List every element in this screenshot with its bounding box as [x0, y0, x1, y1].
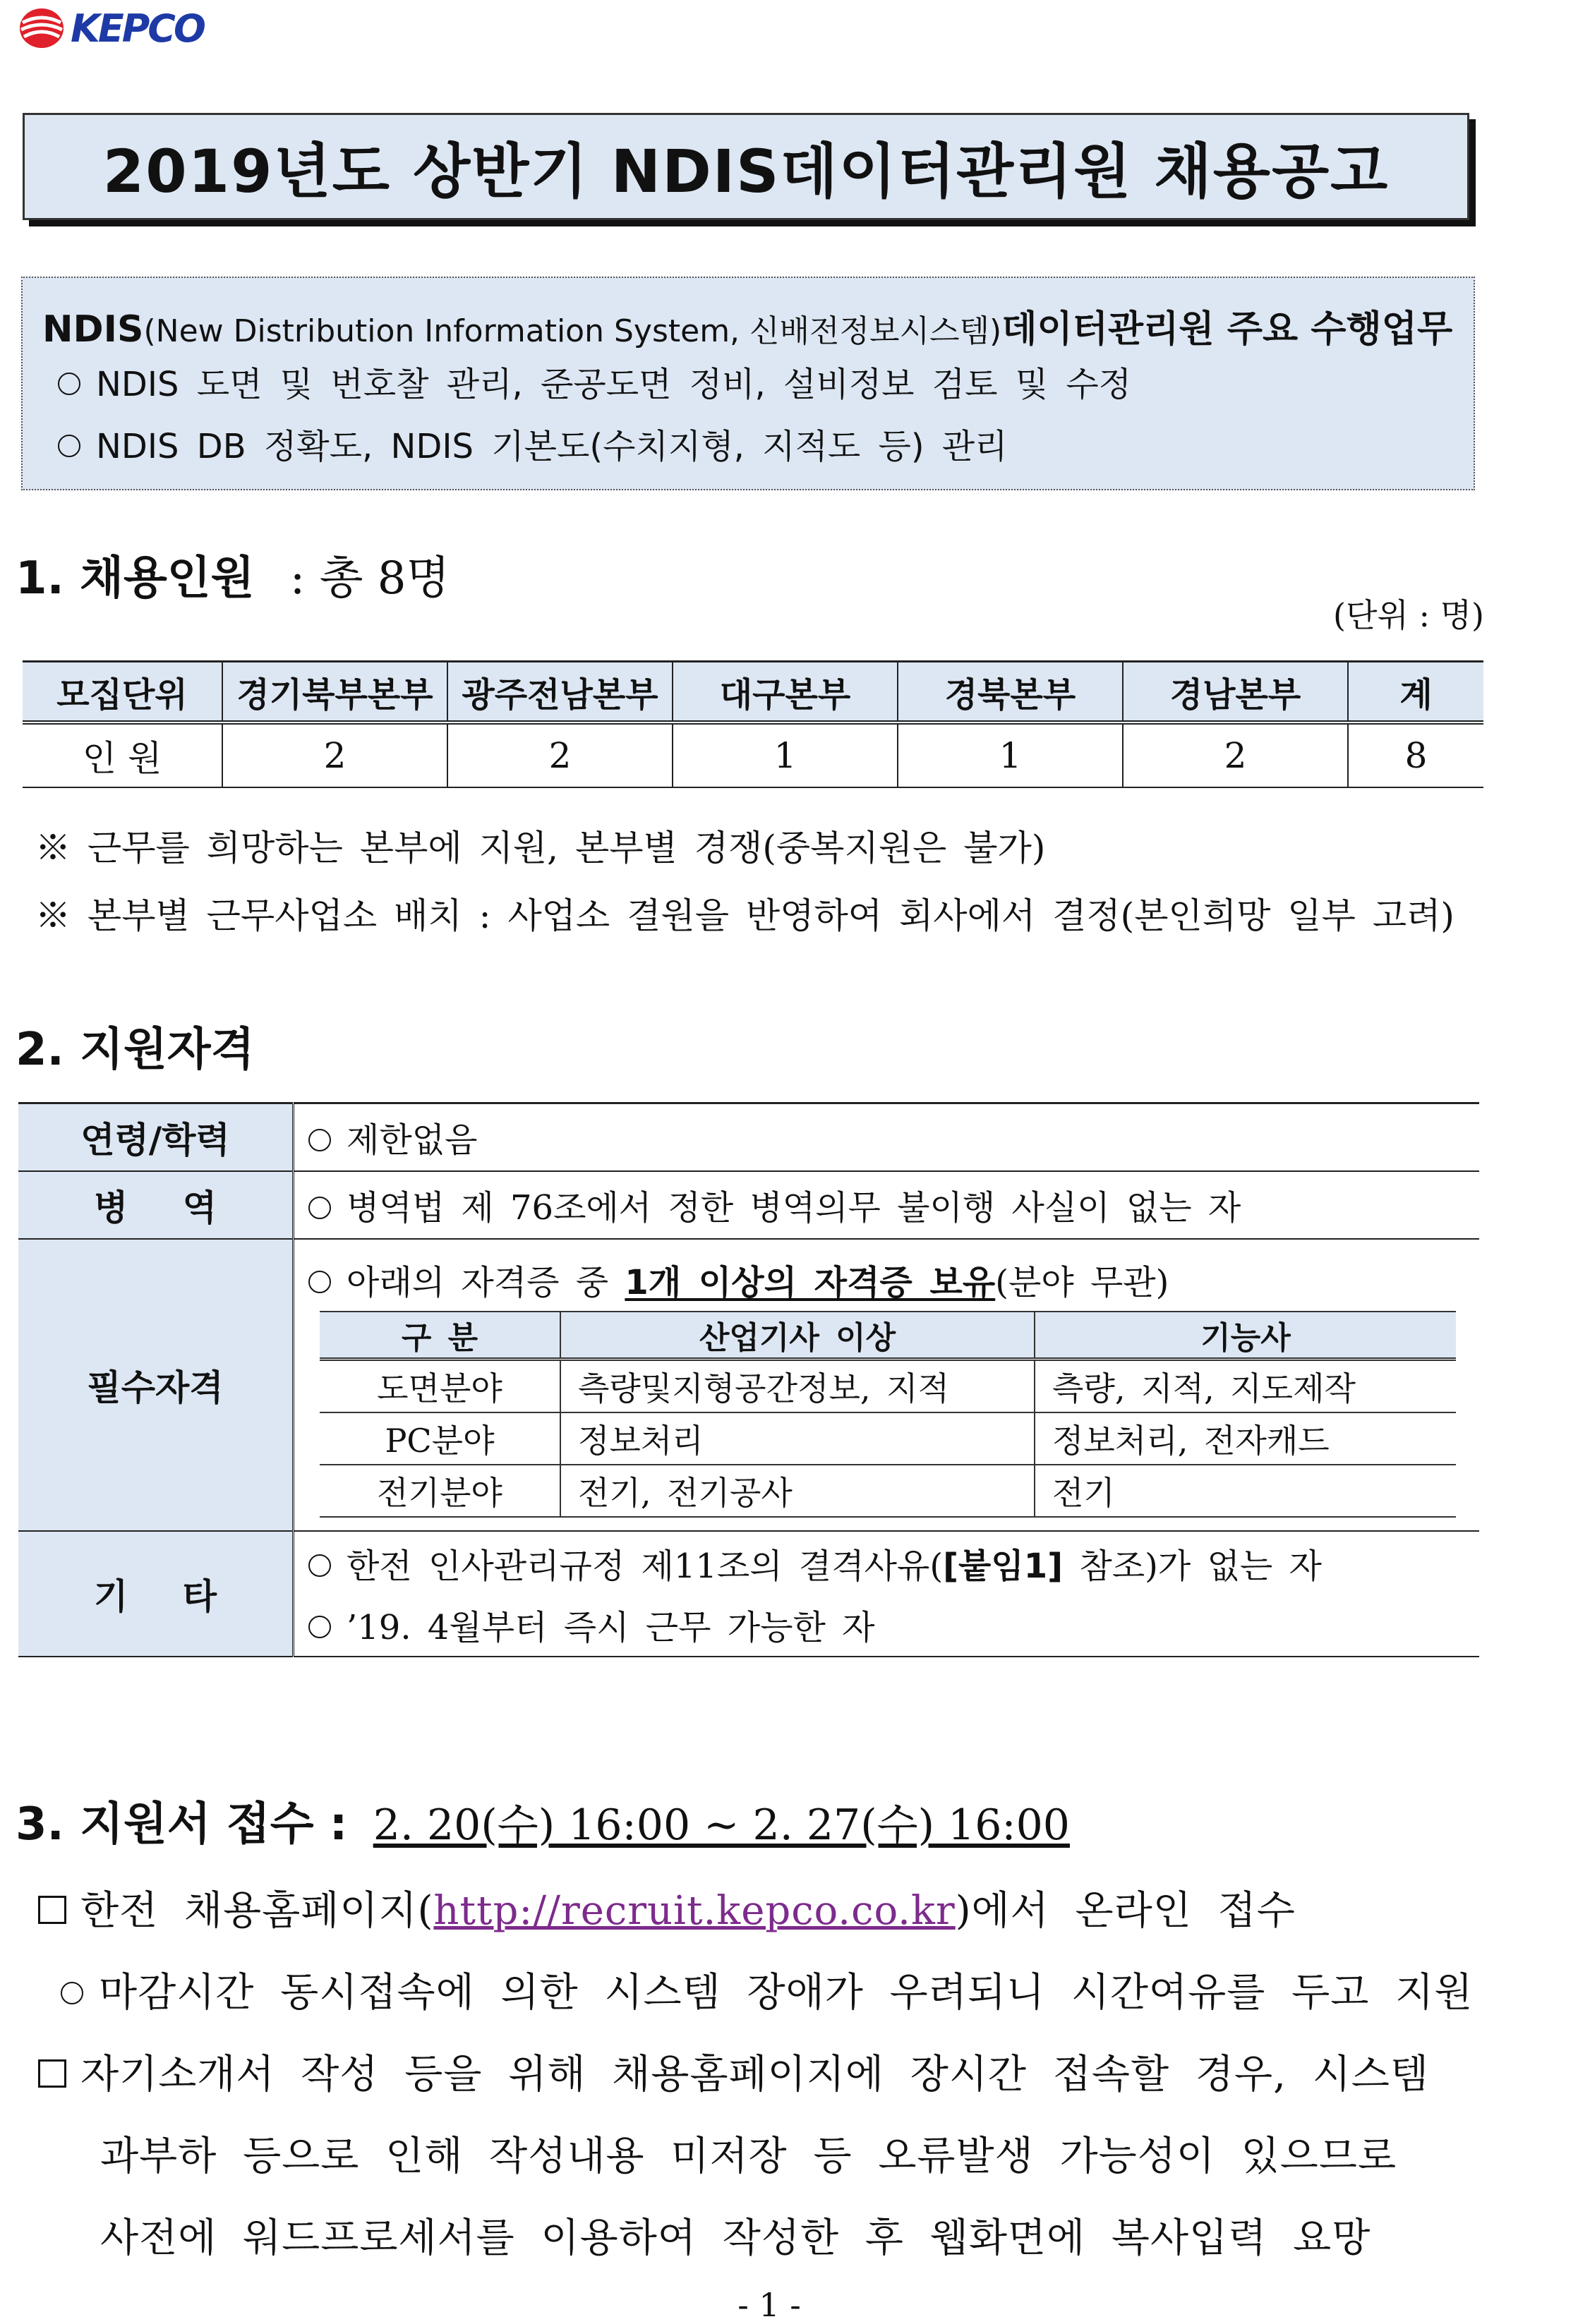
item1-pre: 한전 채용홈페이지( [80, 1888, 434, 1934]
row-value [294, 1531, 1480, 1657]
duties-lead-bold: NDIS [42, 308, 144, 351]
application-period: 2. 20(수) 16:00 ~ 2. 27(수) 16:00 [373, 1801, 1070, 1850]
sub1-text: 마감시간 동시접속에 의한 시스템 장애가 우려되니 시간여유를 두고 지원 [99, 1970, 1474, 2016]
title-box [23, 113, 1469, 220]
section1-heading [16, 542, 450, 607]
table-header: 광주전남본부 [447, 662, 673, 723]
bullet-circle-icon [308, 1271, 331, 1293]
bullet-circle-icon [308, 1129, 331, 1151]
kepco-logo [18, 6, 204, 51]
row-value [294, 1239, 1480, 1531]
note-line: ※ 근무를 희망하는 본부에 지원, 본부별 경쟁(중복지원은 불가) [35, 828, 1046, 869]
table-cell: 정보처리 [560, 1412, 1035, 1465]
table-cell: 도면분야 [320, 1359, 560, 1412]
table-header: 대구본부 [673, 662, 898, 723]
item2-line: 과부하 등으로 인해 작성내용 미저장 등 오류발생 가능성이 있으므로 [100, 2134, 1397, 2179]
row-value [294, 1103, 1480, 1171]
table-cell: 측량및지형공간정보, 지적 [560, 1359, 1035, 1412]
table-header: 모집단위 [23, 662, 222, 723]
page-title: 2019년도 상반기 NDIS데이터관리원 채용공고 [102, 136, 1390, 206]
page-number: - 1 - [737, 2286, 801, 2324]
duties-item-text: NDIS DB 정확도, NDIS 기본도(수치지형, 지적도 등) 관리 [96, 427, 1008, 466]
headcount-table [23, 660, 1483, 788]
etc-line1-bold: [붙임1] [943, 1546, 1064, 1586]
required-intro-underlined: 1개 이상의 자격증 보유 [625, 1262, 996, 1302]
section3-title: 3. 지원서 접수 : [16, 1798, 348, 1851]
bullet-circle-icon [308, 1197, 331, 1219]
duties-lead-tail: 데이터관리원 주요 수행업무 [1001, 308, 1453, 351]
etc-line1-post: 참조)가 없는 자 [1063, 1546, 1322, 1586]
table-header: 경남본부 [1123, 662, 1348, 723]
table-row [320, 1412, 1456, 1465]
military-value: 병역법 제 76조에서 정한 병역의무 불이행 사실이 없는 자 [347, 1188, 1241, 1228]
etc-line [308, 1600, 1479, 1649]
table-cell: 2 [1123, 722, 1348, 787]
row-value [294, 1171, 1480, 1239]
table-header-row [320, 1312, 1456, 1360]
item2-line: 자기소개서 작성 등을 위해 채용홈페이지에 장시간 접속할 경우, 시스템 [80, 2052, 1429, 2098]
duties-lead-paren: (New Distribution Information System, 신배전정보시스템) [143, 313, 1002, 349]
table-header: 경북본부 [898, 662, 1123, 723]
table-cell: 전기분야 [320, 1465, 560, 1517]
required-intro [308, 1255, 1479, 1304]
note-line: ※ 본부별 근무사업소 배치 : 사업소 결원을 반영하여 회사에서 결정(본인희망 일부 고려) [35, 895, 1455, 936]
recruit-link[interactable]: http://recruit.kepco.co.kr [433, 1888, 956, 1934]
bullet-circle-icon [58, 373, 80, 395]
table-cell: 정보처리, 전자캐드 [1035, 1412, 1456, 1465]
row-label: 병 역 [18, 1171, 294, 1239]
duties-item [58, 357, 1131, 406]
bullet-circle-icon [308, 1554, 331, 1577]
table-row [18, 1531, 1479, 1657]
item2-line: 사전에 워드프로세서를 이용하여 작성한 후 웹화면에 복사입력 요망 [100, 2215, 1371, 2261]
table-cell: 1 [898, 722, 1123, 787]
section3-heading [16, 1788, 1070, 1853]
application-item [38, 1880, 1296, 1936]
checkbox-square-icon [38, 1896, 66, 1924]
table-cell: 8 [1348, 722, 1483, 787]
table-cell: 인 원 [23, 722, 222, 787]
age-value: 제한없음 [347, 1120, 478, 1161]
bullet-circle-icon [308, 1616, 331, 1638]
etc-line1-pre: 한전 인사관리규정 제11조의 결격사유( [347, 1546, 944, 1586]
section1-title: 1. 채용인원 [16, 552, 255, 605]
kepco-emblem-icon [18, 7, 65, 49]
table-row [18, 1171, 1479, 1239]
duties-box [21, 277, 1475, 490]
bullet-circle-icon [61, 1982, 83, 2004]
section2-heading: 2. 지원자격 [16, 1024, 255, 1076]
table-row [320, 1465, 1456, 1517]
table-header: 계 [1348, 662, 1483, 723]
table-cell: 1 [673, 722, 898, 787]
table-row [18, 1103, 1479, 1171]
row-label: 연령/학력 [18, 1103, 294, 1171]
etc-line2: ’19. 4월부터 즉시 근무 가능한 자 [347, 1607, 875, 1647]
required-intro-post: (분야 무관) [995, 1262, 1169, 1302]
table-cell: 2 [222, 722, 447, 787]
application-item [38, 2043, 1429, 2100]
required-intro-pre: 아래의 자격증 중 [347, 1262, 625, 1302]
bullet-circle-icon [58, 435, 80, 457]
etc-line [308, 1539, 1479, 1587]
table-cell: 전기, 전기공사 [560, 1465, 1035, 1517]
table-cell: PC분야 [320, 1412, 560, 1465]
duties-heading [42, 299, 1452, 352]
item1-post: )에서 온라인 접수 [955, 1888, 1296, 1934]
table-row [23, 722, 1483, 787]
logo-wordmark: KEPCO [71, 6, 204, 51]
table-cell: 2 [447, 722, 673, 787]
row-label: 기 타 [18, 1531, 294, 1657]
duties-item [58, 419, 1008, 468]
table-header: 경기북부본부 [222, 662, 447, 723]
qualification-table [18, 1102, 1479, 1657]
application-subitem [61, 1961, 1473, 2018]
table-cell: 전기 [1035, 1465, 1456, 1517]
section1-total: : 총 8명 [289, 552, 450, 605]
table-cell: 측량, 지적, 지도제작 [1035, 1359, 1456, 1412]
table-header: 산업기사 이상 [560, 1312, 1035, 1360]
checkbox-square-icon [38, 2059, 66, 2088]
row-label: 필수자격 [18, 1239, 294, 1531]
unit-label: (단위 : 명) [1333, 596, 1484, 634]
certificate-table [320, 1311, 1456, 1518]
table-header: 기능사 [1035, 1312, 1456, 1360]
table-row [320, 1359, 1456, 1412]
table-header-row [23, 662, 1483, 723]
table-header: 구 분 [320, 1312, 560, 1360]
table-row [18, 1239, 1479, 1531]
duties-item-text: NDIS 도면 및 번호찰 관리, 준공도면 정비, 설비정보 검토 및 수정 [96, 365, 1132, 404]
